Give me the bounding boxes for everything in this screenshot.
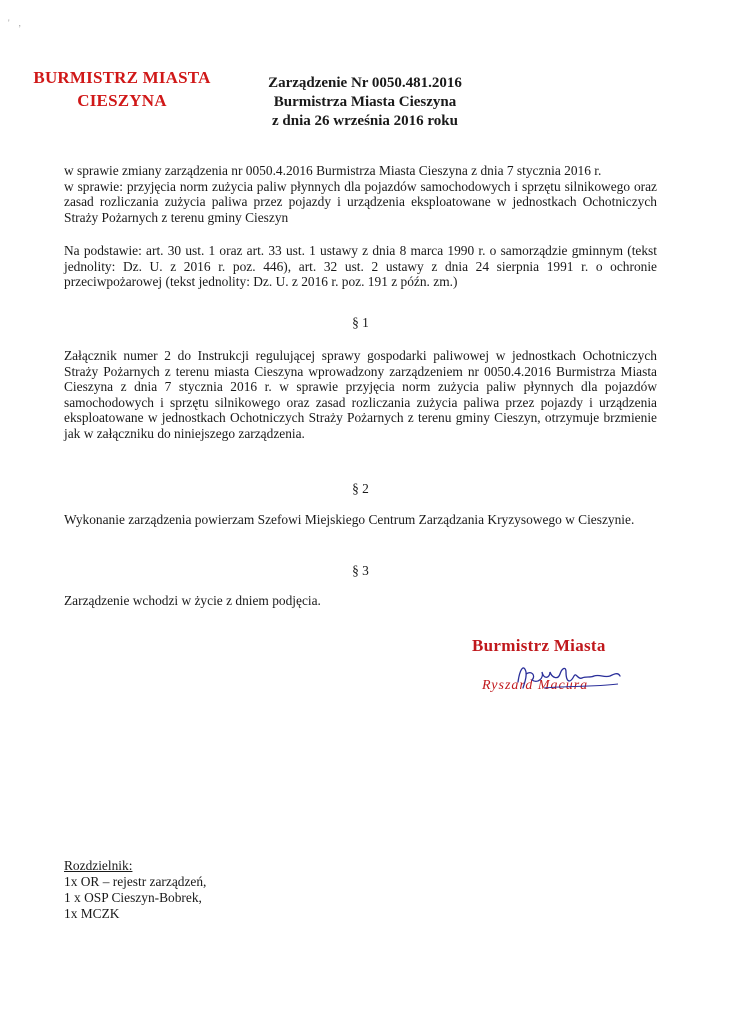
document-heading — [240, 74, 490, 131]
section-3-mark: § 3 — [352, 563, 369, 578]
section-2-text: Wykonanie zarządzenia powierzam Szefowi Miejskiego Centrum Zarządzania Kryzysowego w Cieszynie. — [64, 512, 635, 527]
distribution-list — [64, 858, 206, 922]
legal-basis: Na podstawie: art. 30 ust. 1 oraz art. 33 ust. 1 ustawy z dnia 8 marca 1990 r. o samorządzie gminnym (tekst jednolity: Dz. U. z 2016 r. poz. 446), art. 32 ust. 2 ustawy z dnia 24 sierpnia 1991 r. o ochronie przeciwpożarowej (tekst jednolity: Dz. U. z 2016 r. poz. 191 z późn. zm.) — [64, 243, 657, 290]
office-stamp-line1: BURMISTRZ MIASTA — [33, 68, 211, 87]
section-1-mark: § 1 — [352, 315, 369, 330]
document-number: Zarządzenie Nr 0050.481.2016 — [268, 75, 462, 91]
document-date: z dnia 26 września 2016 roku — [272, 113, 458, 129]
section-1-text: Załącznik numer 2 do Instrukcji regulującej sprawy gospodarki paliwowej w jednostkach Ochotniczych Straży Pożarnych z terenu miasta Cieszyna wprowadzony zarządzeniem nr 0050.4.2016 Burmistrza Miasta Cieszyna z dnia 7 stycznia 2016 r. w sprawie przyjęcia norm zużycia paliw płynnych dla pojazdów samochodowych i sprzętu silnikowego oraz zasad rozliczania zużycia paliwa przez pojazdy i urządzenia eksploatowane w jednostkach Ochotniczych Straży Pożarnych z terenu gminy Cieszyn, otrzymuje brzmienie jak w załączniku do niniejszego zarządzenia. — [64, 348, 657, 441]
distribution-item: 1x OR – rejestr zarządzeń, — [64, 874, 207, 889]
subject-text: w sprawie: przyjęcia norm zużycia paliw płynnych dla pojazdów samochodowych i sprzętu silnikowego oraz zasad rozliczania zużycia paliwa przez pojazdy i urządzenia eksploatowane w jednostkach Ochotniczych Straży Pożarnych z terenu gminy Cieszyn — [64, 178, 657, 225]
handwritten-signature — [514, 658, 624, 692]
office-stamp-line2: CIESZYNA — [77, 91, 167, 110]
section-2-mark: § 2 — [352, 481, 369, 496]
distribution-title: Rozdzielnik: — [64, 858, 133, 873]
signature-stamp — [464, 636, 644, 716]
signature-stamp-title: Burmistrz Miasta — [472, 636, 606, 655]
scan-mark: ' , — [8, 18, 21, 28]
subject-block — [64, 163, 657, 225]
distribution-item: 1 x OSP Cieszyn-Bobrek, — [64, 890, 202, 905]
document-issuer: Burmistrza Miasta Cieszyna — [273, 94, 457, 110]
distribution-item: 1x MCZK — [64, 906, 120, 921]
subject-line1: w sprawie zmiany zarządzenia nr 0050.4.2016 Burmistrza Miasta Cieszyna z dnia 7 stycznia 2016 r. — [64, 163, 602, 178]
section-3-text: Zarządzenie wchodzi w życie z dniem podjęcia. — [64, 593, 321, 608]
signature-stamp-name: Ryszard Macura — [482, 678, 589, 693]
office-stamp — [22, 66, 222, 112]
